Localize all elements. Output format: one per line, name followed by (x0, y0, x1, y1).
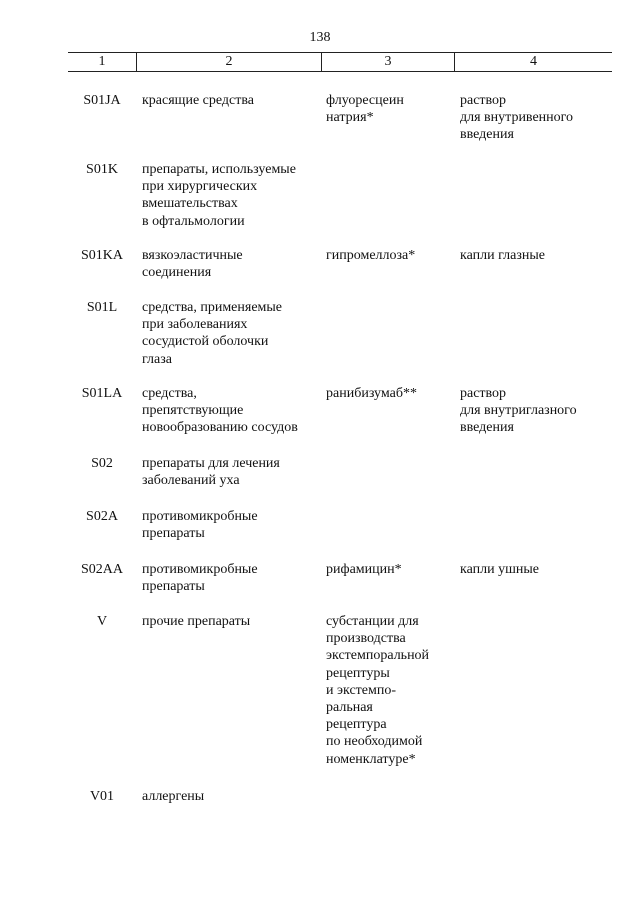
atc-description: препараты, используемые при хирургических вмешательствах в офтальмологии (142, 162, 296, 229)
atc-description: препараты для лечения заболеваний уха (142, 456, 280, 489)
atc-description: средства, применяемые при заболеваниях сосудистой оболочки глаза (142, 300, 283, 367)
header-col-3: 3 (321, 53, 454, 71)
dosage-form: капли глазные (460, 248, 545, 263)
header-col-1: 1 (98, 54, 106, 69)
drug-substance: рифамицин* (326, 562, 402, 577)
atc-code: S01JA (83, 93, 121, 108)
atc-description: средства, препятствующие новообразованию сосудов (142, 386, 298, 436)
atc-code: V (96, 614, 108, 629)
atc-code: S01L (86, 300, 118, 315)
atc-description: вязкоэластичные соединения (142, 248, 243, 281)
atc-description: противомикробные препараты (142, 509, 258, 542)
dosage-form: раствор для внутривенного введения (460, 93, 574, 143)
drug-substance: субстанции для производства экстемпоральной рецептуры и экстемпо- ральная рецептура по необходимой номенклатуре* (326, 614, 430, 767)
atc-code: S01LA (81, 386, 123, 401)
atc-code: S01KA (80, 248, 123, 263)
atc-code: V01 (89, 789, 115, 804)
atc-description: красящие средства (142, 93, 254, 108)
drug-substance: флуоресцеин натрия* (326, 93, 404, 126)
atc-description: прочие препараты (142, 614, 251, 629)
header-col-4: 4 (454, 53, 612, 71)
atc-code: S01K (86, 162, 118, 177)
header-col-2: 2 (136, 53, 321, 71)
atc-description: аллергены (142, 789, 205, 804)
atc-code: S02A (86, 509, 118, 524)
drug-substance: ранибизумаб** (326, 386, 417, 401)
page-number: 138 (309, 30, 331, 45)
atc-description: противомикробные препараты (142, 562, 258, 595)
atc-code: S02AA (80, 562, 123, 577)
dosage-form: раствор для внутриглазного введения (460, 386, 577, 436)
drug-substance: гипромеллоза* (326, 248, 416, 263)
dosage-form: капли ушные (460, 562, 539, 577)
atc-code: S02 (91, 456, 113, 471)
